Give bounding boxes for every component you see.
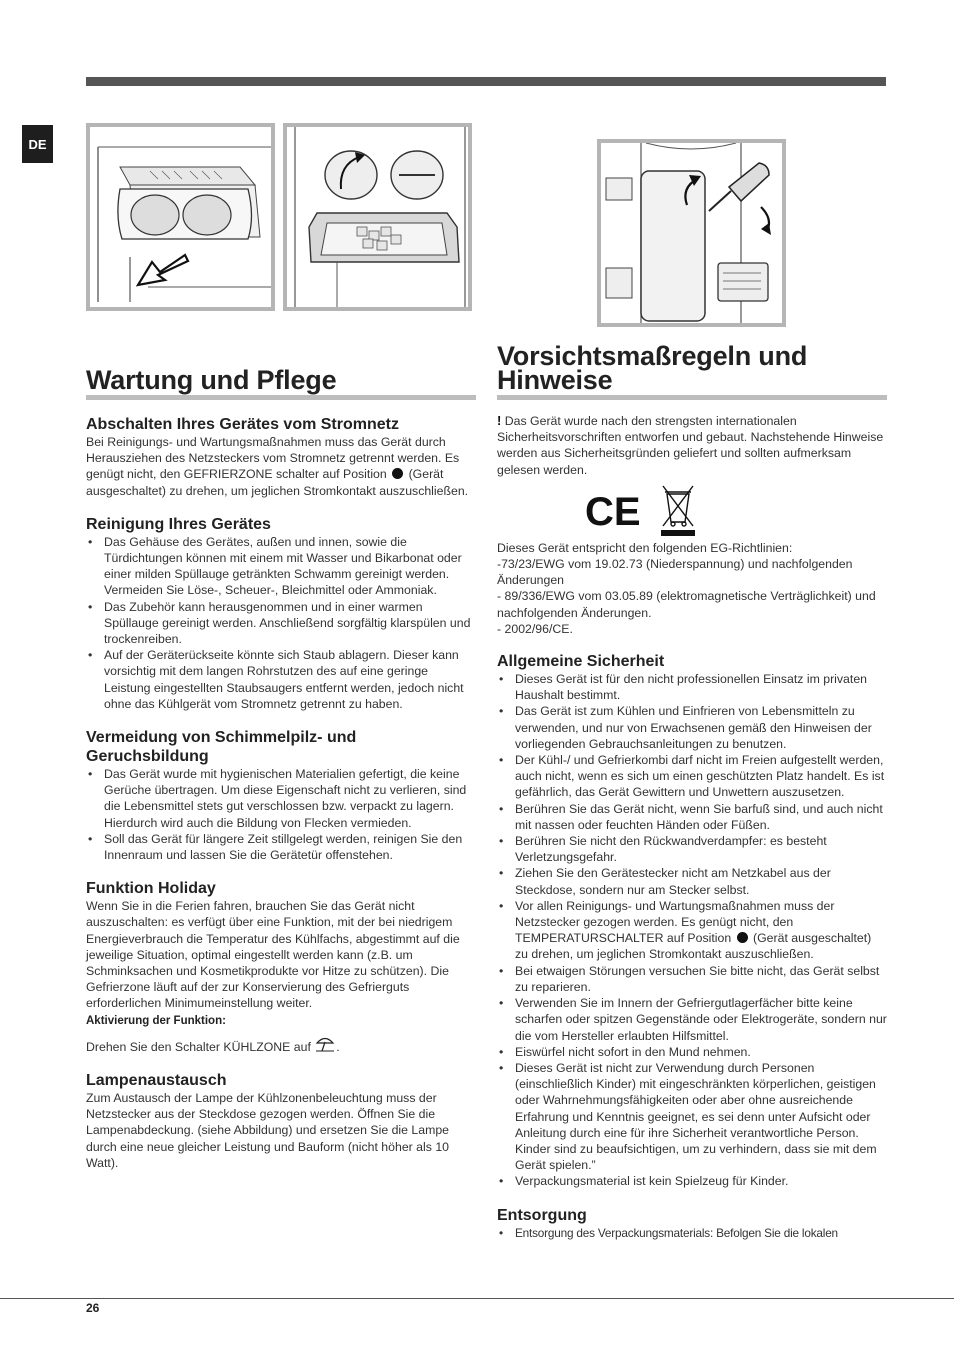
- mould-list: [86, 766, 476, 863]
- list-item: • Das Gehäuse des Gerätes, außen und innen, sowie die Türdichtungen können mit einem mit Wasser und Bikarbonat oder einer milden Spüllauge getränkten Schwamm gereinigt werden. Vermeiden Sie Löse-, Scheuer-, Bleichmittel oder Ammoniak.: [86, 534, 476, 599]
- off-position-icon: [392, 468, 403, 479]
- cleaning-list: [86, 534, 476, 712]
- header-bar: [86, 77, 886, 86]
- off-position-icon: [737, 932, 748, 943]
- ce-mark: CE: [585, 489, 641, 534]
- disconnect-text: Bei Reinigungs- und Wartungsmaßnahmen muss das Gerät durch Herausziehen des Netzsteckers vom Stromnetz getrennt werden. Es genügt nicht, den GEFRIERZONE schalter auf Position (Gerät ausgeschaltet) zu drehen, um jeglichen Stromkontakt auszuschließen.: [86, 435, 469, 498]
- figure-ice-tray: [283, 123, 472, 311]
- ice-drawer-illustration: [90, 127, 271, 307]
- ce-weee-marks: [585, 482, 695, 538]
- figure-ice-drawer: [86, 123, 275, 311]
- weee-bin-icon: [663, 486, 693, 526]
- figure-lamp-cover: [597, 139, 786, 327]
- list-item: • Vor allen Reinigungs- und Wartungsmaßnahmen muss der Netzstecker gezogen werden. Es genügt nicht, den TEMPERATURSCHALTER auf Position (Gerät ausgeschaltet) zu drehen, um jeglichen Stromkontakt auszuschließen.: [497, 898, 887, 963]
- page-title-precautions: Vorsichtsmaßregeln und Hinweise: [497, 344, 887, 400]
- certification-marks: [497, 478, 887, 540]
- language-tab: DE: [22, 125, 53, 163]
- heading-disconnect: Abschalten Ihres Gerätes vom Stromnetz: [86, 416, 399, 433]
- list-item: • Verpackungsmaterial ist kein Spielzeug für Kinder.: [497, 1173, 887, 1189]
- list-item: • Dieses Gerät ist nicht zur Verwendung durch Personen (einschließlich Kinder) mit eingeschränkten körperlichen, geistigen oder Wahrnehmungsfähigkeiten oder aber ohne ausreichende Erfahrung und Kenntnis geeignet, es sei denn unter Aufsicht oder Anleitung durch eine für ihre Sicherheit verantwortliche Person. Kinder sind zu beaufsichtigen, um zu verhindern, dass sie mit dem Gerät spielen.”: [497, 1060, 887, 1173]
- precautions-intro: ! Das Gerät wurde nach den strengsten internationalen Sicherheitsvorschriften entworfen und gebaut. Nachstehende Hinweise werden aus Sicherheitsgründen geliefert und sollten aufmerksam gelesen werden.: [497, 413, 884, 477]
- list-item: • Das Gerät wurde mit hygienischen Materialien gefertigt, die keine Gerüche übertragen. Um diese Eigenschaft nicht zu verlieren, sind die Lebensmittel stets gut verschlossen bzw. verpackt zu lagern. Hierdurch wird auch die Bildung von Flecken vermieden.: [86, 766, 476, 831]
- ice-tray-illustration: [287, 127, 468, 307]
- precautions-column: [497, 341, 887, 1241]
- list-item: • Soll das Gerät für längere Zeit stillgelegt werden, reinigen Sie den Innenraum und lassen Sie die Gerätetür offenstehen.: [86, 831, 476, 863]
- holiday-activation-heading: Aktivierung der Funktion:: [86, 1014, 226, 1027]
- heading-mould: Vermeidung von Schimmelpilz- und Geruchsbildung: [86, 729, 357, 766]
- list-item: • Ziehen Sie den Gerätestecker nicht am Netzkabel aus der Steckdose, sondern nur am Stecker selbst.: [497, 865, 887, 897]
- directive-line: - 2002/96/CE.: [497, 621, 573, 636]
- lamp-text: Zum Austausch der Lampe der Kühlzonenbeleuchtung muss der Netzstecker aus der Steckdose gezogen werden. Öffnen Sie die Lampenabdeckung. (siehe Abbildung) und ersetzen Sie die Lampe durch eine neue gleicher Leistung und Bauform (nicht höher als 10 Watt).: [86, 1090, 450, 1170]
- list-item: • Das Zubehör kann herausgenommen und in einer warmen Spüllauge gereinigt werden. Anschließend sorgfältig klarspülen und trockenreiben.: [86, 599, 476, 648]
- holiday-umbrella-icon: [314, 1035, 336, 1053]
- page-number: 26: [86, 1301, 100, 1315]
- warning-mark: !: [497, 413, 502, 428]
- directive-intro: Dieses Gerät entspricht den folgenden EG-Richtlinien:: [497, 540, 793, 555]
- holiday-text: Wenn Sie in die Ferien fahren, brauchen Sie das Gerät nicht auszuschalten: es verfügt über eine Funktion, mit der bei niedrigem Energieverbrauch die Temperatur des Kühlfachs, abgestimmt auf die jeweilige Situation, optimal eingestellt werden kann (z.B. um Schminksachen und Kosmetikprodukte vor Hitze zu schützen). Die Gefrierzone läuft auf der zur Konservierung des Gefrierguts erforderlichen Minimumeinstellung weiter.: [86, 899, 460, 1011]
- directive-line: - 89/336/EWG vom 03.05.89 (elektromagnetische Verträglichkeit) und nachfolgenden Änderungen.: [497, 589, 876, 620]
- list-item: • Bei etwaigen Störungen versuchen Sie bitte nicht, das Gerät selbst zu reparieren.: [497, 963, 887, 995]
- list-item: • Berühren Sie das Gerät nicht, wenn Sie barfuß sind, und auch nicht mit nassen oder feuchten Händen oder Füßen.: [497, 801, 887, 833]
- heading-holiday: Funktion Holiday: [86, 880, 216, 898]
- list-item: • Das Gerät ist zum Kühlen und Einfrieren von Lebensmitteln zu verwenden, und nur von Erwachsenen gemäß den Hinweisen der vorliegenden Gebrauchsanleitungen zu benutzen.: [497, 703, 887, 752]
- heading-general-safety: Allgemeine Sicherheit: [497, 653, 665, 671]
- heading-lamp: Lampenaustausch: [86, 1071, 227, 1089]
- heading-cleaning: Reinigung Ihres Gerätes: [86, 515, 271, 533]
- list-item: • Dieses Gerät ist für den nicht professionellen Einsatz im privaten Haushalt bestimmt.: [497, 671, 887, 703]
- lamp-cover-illustration: [601, 143, 782, 323]
- list-item: • Eiswürfel nicht sofort in den Mund nehmen.: [497, 1044, 887, 1060]
- holiday-activation-text: Drehen Sie den Schalter KÜHLZONE auf .: [86, 1035, 476, 1055]
- disposal-list: [497, 1225, 887, 1241]
- list-item: • Entsorgung des Verpackungsmaterials: Befolgen Sie die lokalen: [497, 1225, 887, 1241]
- maintenance-column: [86, 365, 476, 1171]
- list-item: • Berühren Sie nicht den Rückwandverdampfer: es besteht Verletzungsgefahr.: [497, 833, 887, 865]
- list-item: • Verwenden Sie im Innern der Gefriergutlagerfächer bitte keine scharfen oder spitzen Gegenstände oder Elektrogeräte, sondern nur die vom Hersteller erlaubten Hilfsmittel.: [497, 995, 887, 1044]
- list-item: • Der Kühl-/ und Gefrierkombi darf nicht im Freien aufgestellt werden, auch nicht, wenn es sich um einen geschützten Platz handelt. Es ist gefährlich, das Gerät Gewittern und Unwettern auszusetzen.: [497, 752, 887, 801]
- list-item: • Auf der Geräterückseite könnte sich Staub ablagern. Dieser kann vorsichtig mit dem langen Rohrstutzen des auf eine geringe Leistung eingestellten Staubsaugers entfernt werden, jedoch nicht ohne das Kühlgerät vom Stromnetz getrennt zu haben.: [86, 647, 476, 712]
- heading-disposal: Entsorgung: [497, 1206, 587, 1224]
- page-title-maintenance: Wartung und Pflege: [86, 368, 476, 400]
- directive-line: -73/23/EWG vom 19.02.73 (Niederspannung) und nachfolgenden Änderungen: [497, 557, 853, 588]
- footer-line: [0, 1298, 954, 1299]
- safety-list: [497, 671, 887, 1190]
